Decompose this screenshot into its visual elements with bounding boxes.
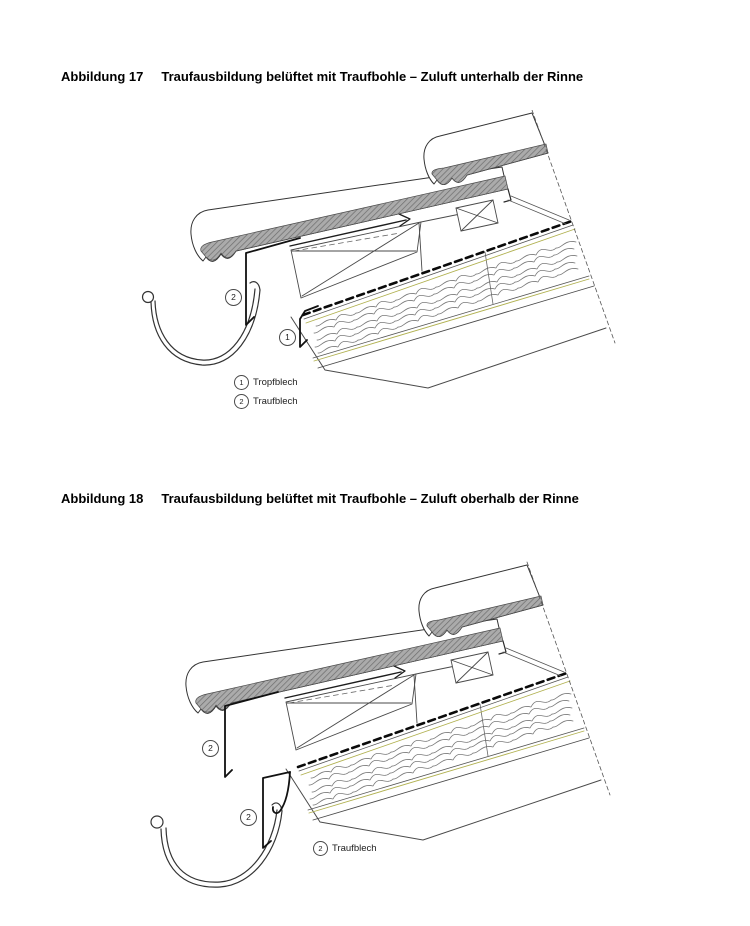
legend-label: Traufblech	[332, 843, 377, 854]
traufblech-upper-flashing	[225, 692, 278, 777]
legend-number-badge: 2	[313, 841, 328, 856]
callout-number: 1	[285, 332, 290, 343]
figure17-title: Traufausbildung belüftet mit Traufbohle – Zuluft unterhalb der Rinne	[161, 69, 584, 84]
gutter-bead	[151, 816, 163, 828]
callout-number: 2	[246, 812, 251, 823]
figure18-svg	[128, 530, 628, 905]
legend-row-tropfblech	[234, 375, 298, 390]
figure18-legend	[313, 841, 377, 856]
figure17-legend	[234, 375, 298, 409]
callout-badge-traufblech-lower	[240, 809, 257, 826]
legend-number-badge: 2	[234, 394, 249, 409]
figure17-drawing	[128, 110, 628, 430]
callout-badge-tropfblech	[279, 329, 296, 346]
figure17-caption	[61, 69, 583, 84]
figure17-label: Abbildung 17	[61, 69, 144, 84]
callout-number: 2	[231, 292, 236, 303]
legend-label: Traufblech	[253, 396, 298, 407]
gutter-bead	[143, 292, 154, 303]
callout-badge-traufblech-upper	[202, 740, 219, 757]
legend-row-traufblech	[313, 841, 377, 856]
legend-row-traufblech	[234, 394, 298, 409]
figure18-caption	[61, 491, 579, 506]
figure18-title: Traufausbildung belüftet mit Traufbohle – Zuluft oberhalb der Rinne	[161, 491, 579, 506]
legend-label: Tropfblech	[253, 377, 298, 388]
legend-number-badge: 1	[234, 375, 249, 390]
figure17-svg	[128, 110, 628, 430]
figure18-drawing	[128, 530, 628, 905]
figure18-label: Abbildung 18	[61, 491, 144, 506]
callout-number: 2	[208, 743, 213, 754]
gutter	[143, 282, 261, 365]
callout-badge-traufblech	[225, 289, 242, 306]
